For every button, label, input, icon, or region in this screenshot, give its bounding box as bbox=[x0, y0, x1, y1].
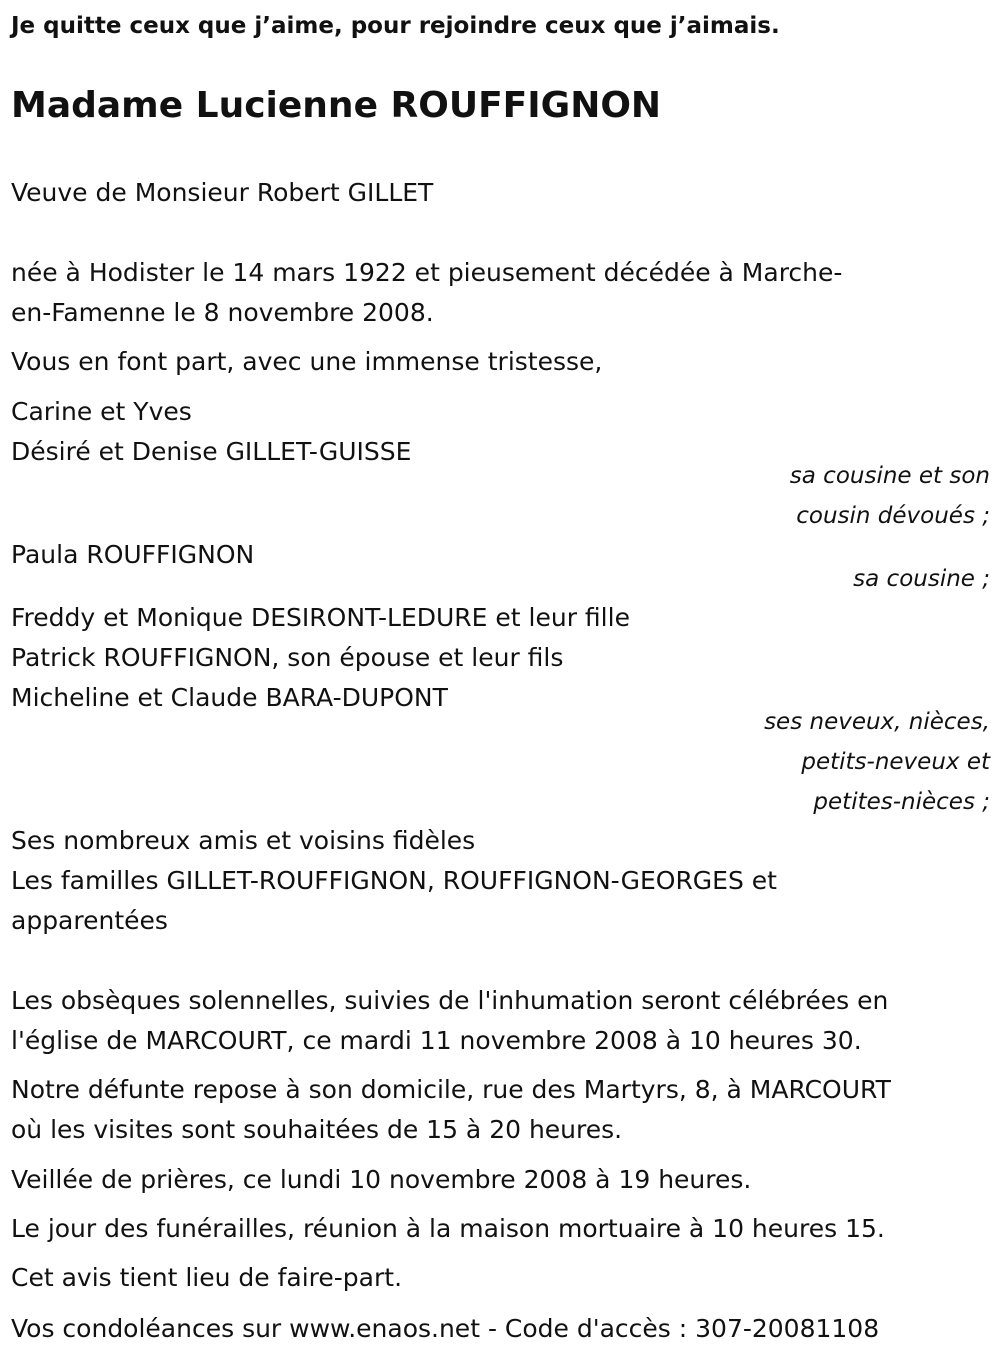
relation: petites-nièces ; bbox=[813, 789, 990, 815]
relation: ses neveux, nièces, bbox=[764, 709, 990, 735]
widow-of: Veuve de Monsieur Robert GILLET bbox=[11, 178, 434, 207]
relation: sa cousine ; bbox=[853, 566, 990, 592]
meeting-info: Le jour des funérailles, réunion à la maison mortuaire à 10 heures 15. bbox=[11, 1214, 885, 1243]
condolences-line: Vos condoléances sur www.enaos.net - Code d'accès : 307-20081108 bbox=[11, 1314, 880, 1343]
quote: Je quitte ceux que j’aime, pour rejoindre ceux que j’aimais. bbox=[11, 13, 780, 39]
birth-death-line-1: née à Hodister le 14 mars 1922 et pieusement décédée à Marche- bbox=[11, 258, 843, 287]
vigil-info: Veillée de prières, ce lundi 10 novembre 2008 à 19 heures. bbox=[11, 1165, 752, 1194]
rest-info: où les visites sont souhaitées de 15 à 20 heures. bbox=[11, 1115, 623, 1144]
family-name: Désiré et Denise GILLET-GUISSE bbox=[11, 437, 412, 466]
family-name: Les familles GILLET-ROUFFIGNON, ROUFFIGNON-GEORGES et bbox=[11, 866, 777, 895]
relation: cousin dévoués ; bbox=[796, 503, 990, 529]
deceased-name: Madame Lucienne ROUFFIGNON bbox=[11, 85, 662, 126]
family-name: Ses nombreux amis et voisins fidèles bbox=[11, 826, 476, 855]
notice: Cet avis tient lieu de faire-part. bbox=[11, 1263, 403, 1292]
birth-death-line-2: en-Famenne le 8 novembre 2008. bbox=[11, 298, 434, 327]
announcement: Vous en font part, avec une immense tristesse, bbox=[11, 347, 603, 376]
family-name: Patrick ROUFFIGNON, son épouse et leur fils bbox=[11, 643, 564, 672]
family-name: Freddy et Monique DESIRONT-LEDURE et leur fille bbox=[11, 603, 630, 632]
funeral-info: l'église de MARCOURT, ce mardi 11 novembre 2008 à 10 heures 30. bbox=[11, 1026, 862, 1055]
family-name: Paula ROUFFIGNON bbox=[11, 540, 255, 569]
funeral-info: Les obsèques solennelles, suivies de l'inhumation seront célébrées en bbox=[11, 986, 889, 1015]
family-name: Micheline et Claude BARA-DUPONT bbox=[11, 683, 448, 712]
relation: sa cousine et son bbox=[789, 463, 990, 489]
family-name: apparentées bbox=[11, 906, 168, 935]
family-name: Carine et Yves bbox=[11, 397, 192, 426]
relation: petits-neveux et bbox=[801, 749, 990, 775]
rest-info: Notre défunte repose à son domicile, rue des Martyrs, 8, à MARCOURT bbox=[11, 1075, 891, 1104]
